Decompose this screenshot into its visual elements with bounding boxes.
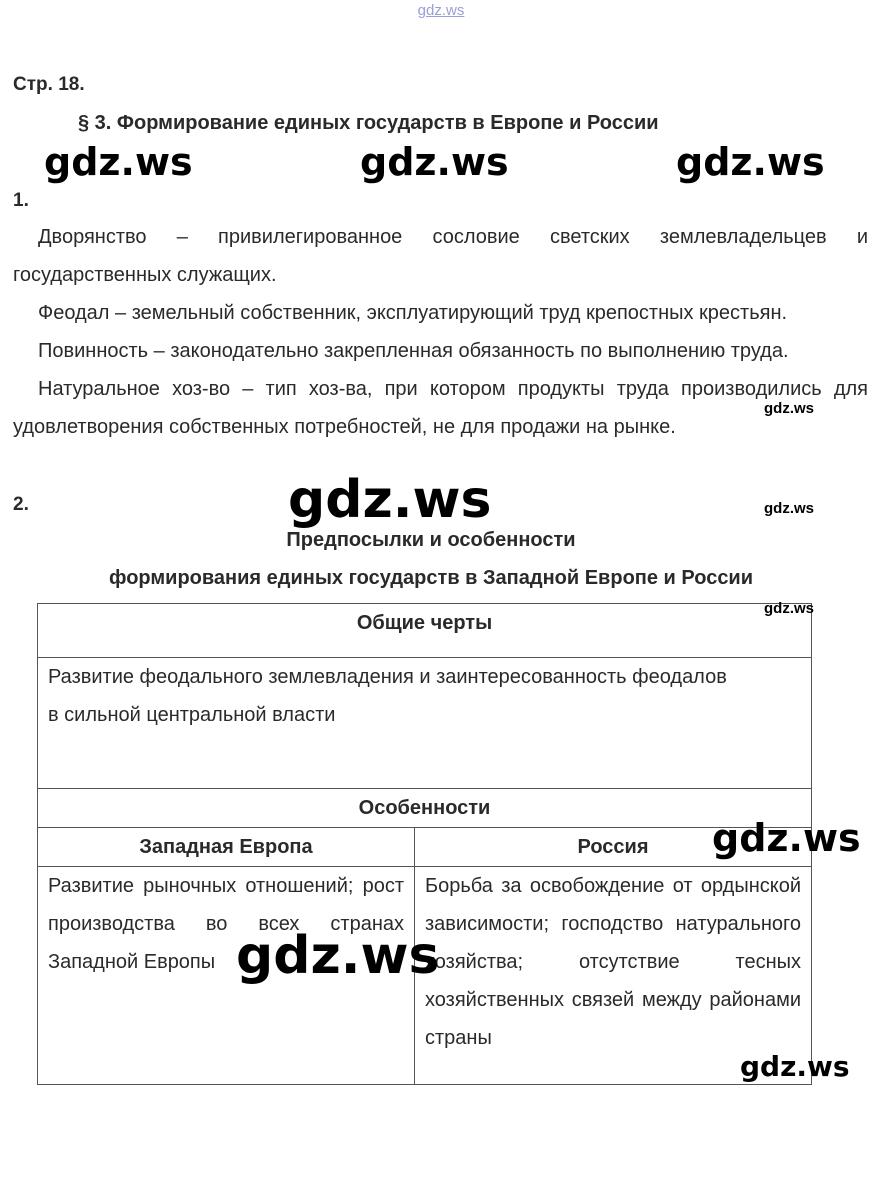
definition-line: Повинность – законодательно закрепленная обязанность по выполнению труда.: [38, 340, 789, 362]
table-caption-line-2: формирования единых государств в Западной Европе и России: [108, 567, 754, 589]
definition-line: Феодал – земельный собственник, эксплуатирующий труд крепостных крестьян.: [38, 302, 788, 324]
watermark: gdz.ws: [676, 140, 825, 184]
west-features-cell: Развитие рыночных отношений; рост производства во всех странах Западной Европы: [38, 867, 415, 1085]
definition-line: удовлетворения собственных потребностей, не для продажи на рынке.: [13, 416, 676, 438]
watermark: gdz.ws: [360, 140, 509, 184]
section-title: § 3. Формирование единых государств в Европе и России: [78, 112, 659, 134]
definition-line: Натуральное хоз-во – тип хоз-ва, при котором продукты труда производились для: [38, 378, 868, 400]
watermark: gdz.ws: [764, 600, 815, 617]
task-1-number: 1.: [13, 190, 29, 211]
comparison-table: [37, 603, 812, 1085]
features-header: Особенности: [38, 789, 812, 828]
common-features-cell: [38, 658, 812, 789]
watermark: gdz.ws: [236, 926, 440, 986]
watermark: gdz.ws: [740, 1050, 850, 1083]
page-label: Стр. 18.: [13, 74, 85, 95]
watermark: gdz.ws: [44, 140, 193, 184]
column-header-russia: Россия: [415, 828, 812, 867]
common-features-text: в сильной центральной власти: [48, 704, 336, 726]
task-2-number: 2.: [13, 494, 29, 515]
watermark: gdz.ws: [764, 400, 815, 417]
column-header-west: Западная Европа: [38, 828, 415, 867]
definition-line: государственных служащих.: [13, 264, 277, 286]
watermark: gdz.ws: [288, 470, 492, 530]
russia-features-cell: Борьба за освобождение от ордынской зависимости; господство натурального хозяйства; отсутствие тесных хозяйственных связей между районами страны: [415, 867, 812, 1085]
watermark: gdz.ws: [764, 500, 815, 517]
top-site-link[interactable]: gdz.ws: [417, 2, 465, 19]
common-features-header: Общие черты: [38, 604, 812, 658]
definition-line: Дворянство – привилегированное сословие светских землевладельцев и: [38, 226, 868, 248]
watermark: gdz.ws: [712, 816, 861, 860]
table-caption-line-1: Предпосылки и особенности: [286, 529, 576, 551]
common-features-text: Развитие феодального землевладения и заинтересованность феодалов: [48, 666, 727, 688]
